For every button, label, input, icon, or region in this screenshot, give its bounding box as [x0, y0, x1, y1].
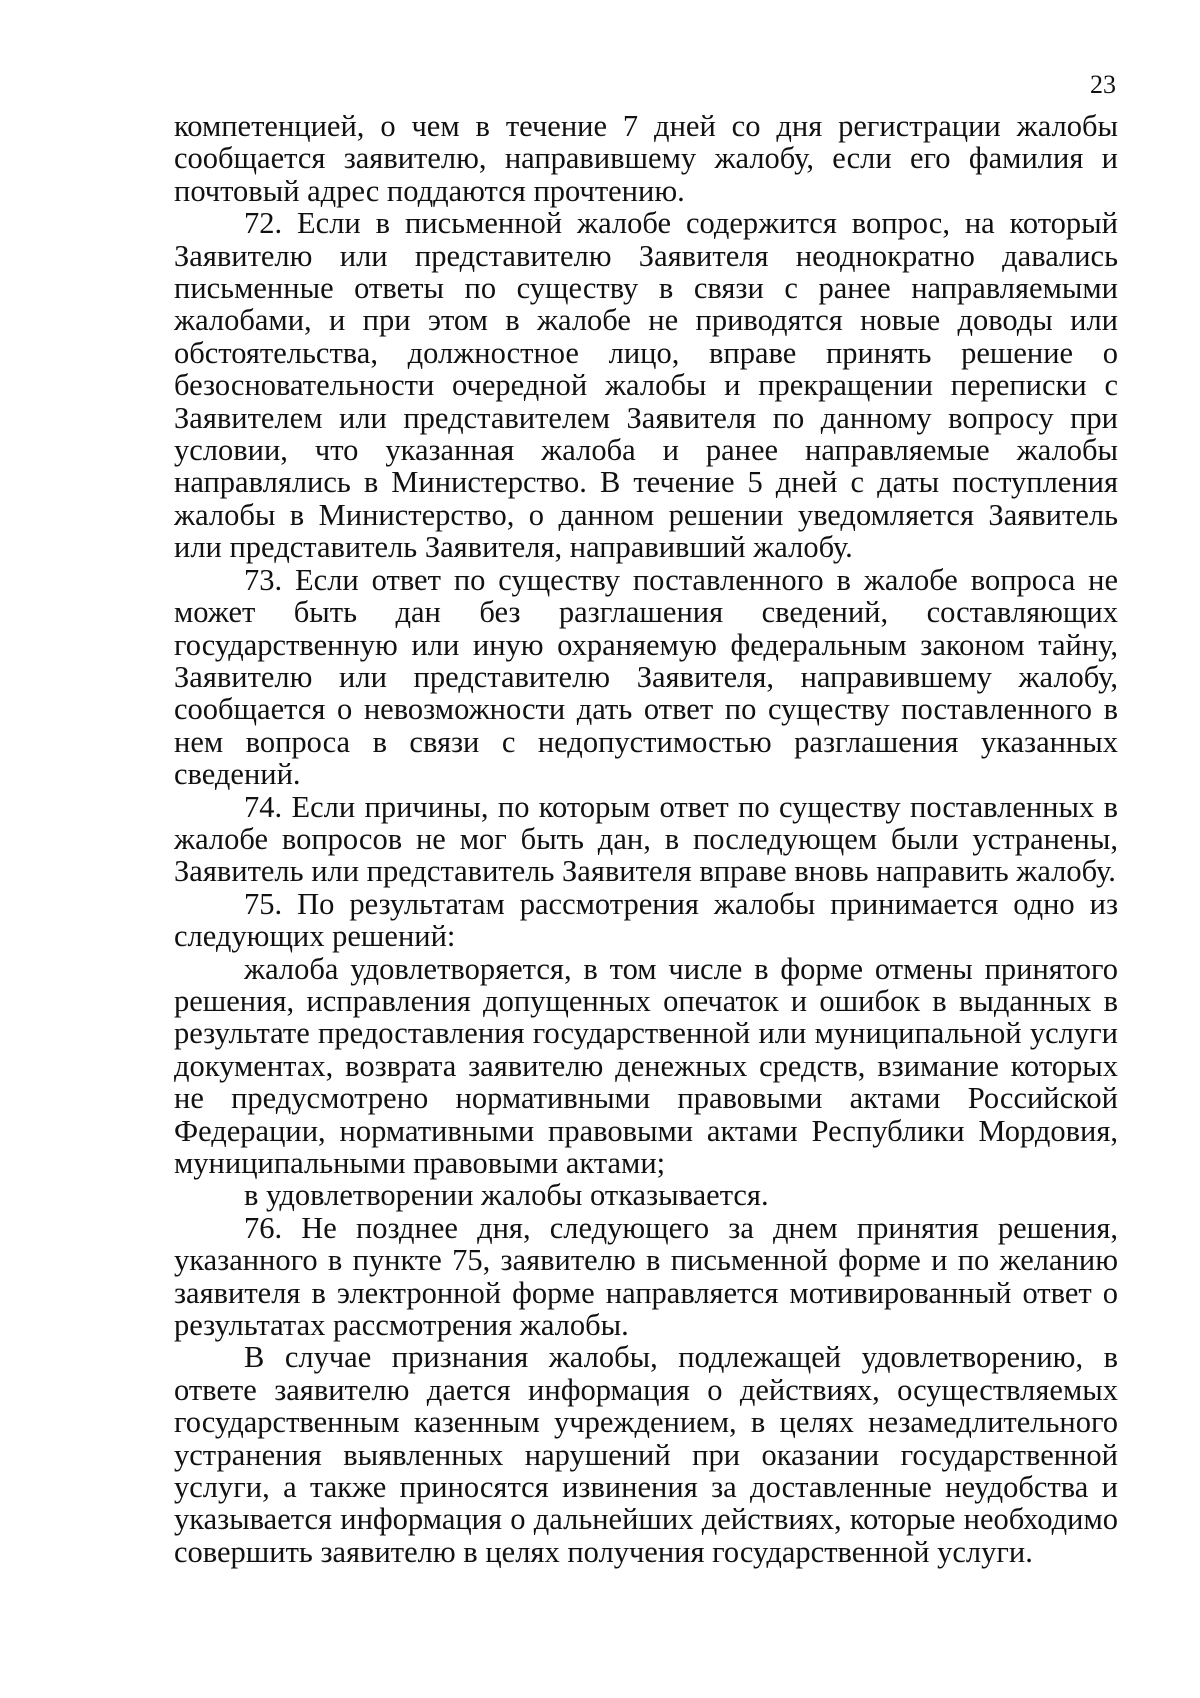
page-number: 23 [1090, 70, 1116, 99]
paragraph-continuation: компетенцией, о чем в течение 7 дней со дня регистрации жалобы сообщается заявителю, направившему жалобу, если его фамилия и почтовый адрес поддаются прочтению. [174, 109, 1118, 208]
paragraph-76-continuation: В случае признания жалобы, подлежащей удовлетворению, в ответе заявителю дается информация о действиях, осуществляемых государственным казенным учреждением, в целях незамедлительного устранения выявленных нарушений при оказании государственной услуги, а также приносятся извинения за доставленные неудобства и указывается информация о дальнейших действиях, которые необходимо совершить заявителю в целях получения государственной услуги. [174, 1340, 1118, 1569]
paragraph-75-option-1: жалоба удовлетворяется, в том числе в форме отмены принятого решения, исправления допущенных опечаток и ошибок в выданных в результате предоставления государственной или муниципальной услуги документах, возврата заявителю денежных средств, взимание которых не предусмотрено нормативными правовыми актами Российской Федерации, нормативными правовыми актами Республики Мордовия, муниципальными правовыми актами; [174, 951, 1118, 1180]
paragraph-76: 76. Не позднее дня, следующего за днем принятия решения, указанного в пункте 75, заявителю в письменной форме и по желанию заявителя в электронной форме направляется мотивированный ответ о результатах рассмотрения жалобы. [174, 1210, 1118, 1343]
paragraph-73: 73. Если ответ по существу поставленного в жалобе вопроса не может быть дан без разглашения сведений, составляющих государственную или иную охраняемую федеральным законом тайну, Заявителю или представителю Заявителя, направившему жалобу, сообщается о невозможности дать ответ по существу поставленного в нем вопроса в связи с недопустимостью разглашения указанных сведений. [174, 562, 1118, 792]
paragraph-72: 72. Если в письменной жалобе содержится вопрос, на который Заявителю или представителю Заявителя неоднократно давались письменные ответы по существу в связи с ранее направляемыми жалобами, и при этом в жалобе не приводятся новые доводы или обстоятельства, должностное лицо, вправе принять решение о безосновательности очередной жалобы и прекращении переписки с Заявителем или представителем Заявителя по данному вопросу при условии, что указанная жалоба и ранее направляемые жалобы направлялись в Министерство. В течение 5 дней с даты поступления жалобы в Министерство, о данном решении уведомляется Заявитель или представитель Заявителя, направивший жалобу. [174, 206, 1118, 565]
paragraph-75-option-2: в удовлетворении жалобы отказывается. [244, 1178, 769, 1213]
paragraph-74: 74. Если причины, по которым ответ по существу поставленных в жалобе вопросов не мог быть дан, в последующем были устранены, Заявитель или представитель Заявителя вправе вновь направить жалобу. [174, 789, 1118, 889]
paragraph-75: 75. По результатам рассмотрения жалобы принимается одно из следующих решений: [174, 886, 1118, 954]
document-body [174, 110, 1118, 1568]
